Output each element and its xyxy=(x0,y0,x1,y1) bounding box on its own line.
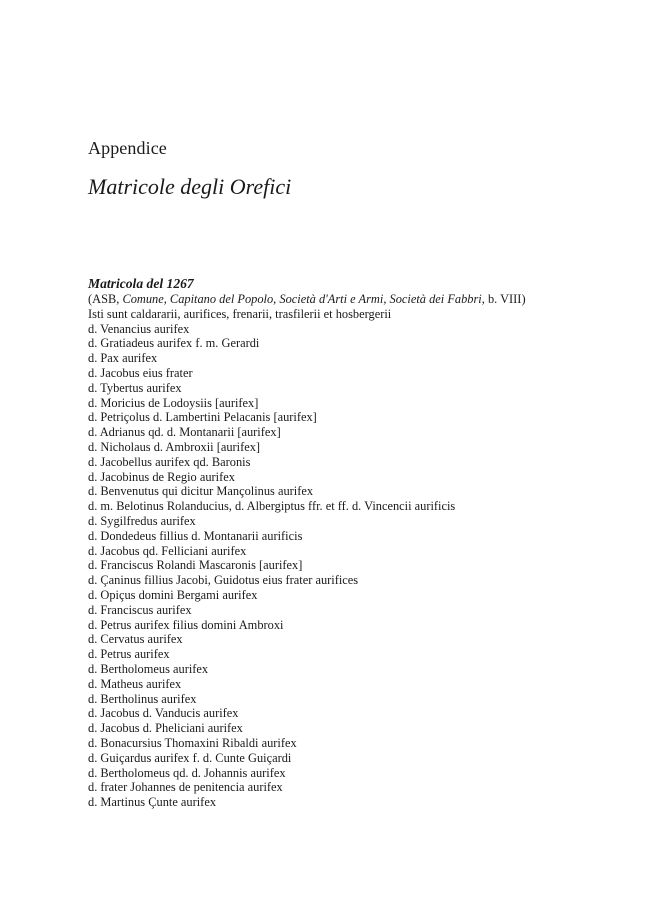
member-entry: d. Martinus Çunte aurifex xyxy=(88,795,217,810)
matricola-section xyxy=(88,276,608,810)
archival-source xyxy=(88,292,608,307)
section-heading: Matricola del 1267 xyxy=(88,276,194,291)
member-entry: d. m. Belotinus Rolanducius, d. Albergiptus ffr. et ff. d. Vincencii aurificis xyxy=(88,499,456,514)
member-entry: d. Adrianus qd. d. Montanarii [aurifex] xyxy=(88,425,281,440)
member-entry: d. Tybertus aurifex xyxy=(88,380,182,395)
member-entry: d. Petrus aurifex xyxy=(88,647,170,662)
member-entry: d. Petriçolus d. Lambertini Pelacanis [aurifex] xyxy=(88,410,317,425)
member-entry: d. Nicholaus d. Ambroxii [aurifex] xyxy=(88,439,261,454)
member-entry: d. Bonacursius Thomaxini Ribaldi aurifex xyxy=(88,735,297,750)
member-entry: d. Bertholinus aurifex xyxy=(88,691,197,706)
member-entry: d. Jacobus eius frater xyxy=(88,365,193,380)
member-entry: d. Opiçus domini Bergami aurifex xyxy=(88,587,258,602)
member-entry: d. Pax aurifex xyxy=(88,351,158,366)
member-entry: d. Moricius de Lodoysiis [aurifex] xyxy=(88,395,259,410)
member-entry: d. Guiçardus aurifex f. d. Cunte Guiçardi xyxy=(88,750,292,765)
member-entry: d. Cervatus aurifex xyxy=(88,632,183,647)
member-list xyxy=(88,322,608,810)
member-entry: d. Sygilfredus aurifex xyxy=(88,513,196,528)
source-fonds: Comune, Capitano del Popolo, Società d'Arti e Armi, Società dei Fabbri xyxy=(122,292,482,306)
source-close: , b. VIII) xyxy=(481,292,526,306)
member-entry: d. Dondedeus fillius d. Montanarii aurificis xyxy=(88,528,303,543)
member-entry: d. Çaninus fillius Jacobi, Guidotus eius frater aurifices xyxy=(88,573,359,588)
member-entry: d. Franciscus aurifex xyxy=(88,602,192,617)
member-entry: d. Franciscus Rolandi Mascaronis [aurifex] xyxy=(88,558,303,573)
member-entry: d. Matheus aurifex xyxy=(88,676,182,691)
member-entry: d. Jacobus qd. Felliciani aurifex xyxy=(88,543,247,558)
member-entry: d. Jacobinus de Regio aurifex xyxy=(88,469,235,484)
source-open: (ASB, xyxy=(88,292,123,306)
member-entry: d. frater Johannes de penitencia aurifex xyxy=(88,780,283,795)
member-entry: d. Venancius aurifex xyxy=(88,321,190,336)
member-entry: d. Petrus aurifex filius domini Ambroxi xyxy=(88,617,284,632)
section-intro: Isti sunt caldararii, aurifices, frenarii, trasfilerii et hosbergerii xyxy=(88,306,392,321)
member-entry: d. Jacobus d. Pheliciani aurifex xyxy=(88,721,243,736)
member-entry: d. Bertholomeus aurifex xyxy=(88,661,209,676)
member-entry: d. Benvenutus qui dicitur Mançolinus aurifex xyxy=(88,484,314,499)
member-entry: d. Bertholomeus qd. d. Johannis aurifex xyxy=(88,765,286,780)
appendix-title: Matricole degli Orefici xyxy=(88,174,292,199)
member-entry: d. Jacobus d. Vanducis aurifex xyxy=(88,706,239,721)
member-entry: d. Gratiadeus aurifex f. m. Gerardi xyxy=(88,336,260,351)
member-entry: d. Jacobellus aurifex qd. Baronis xyxy=(88,454,251,469)
appendix-label: Appendice xyxy=(88,138,167,158)
